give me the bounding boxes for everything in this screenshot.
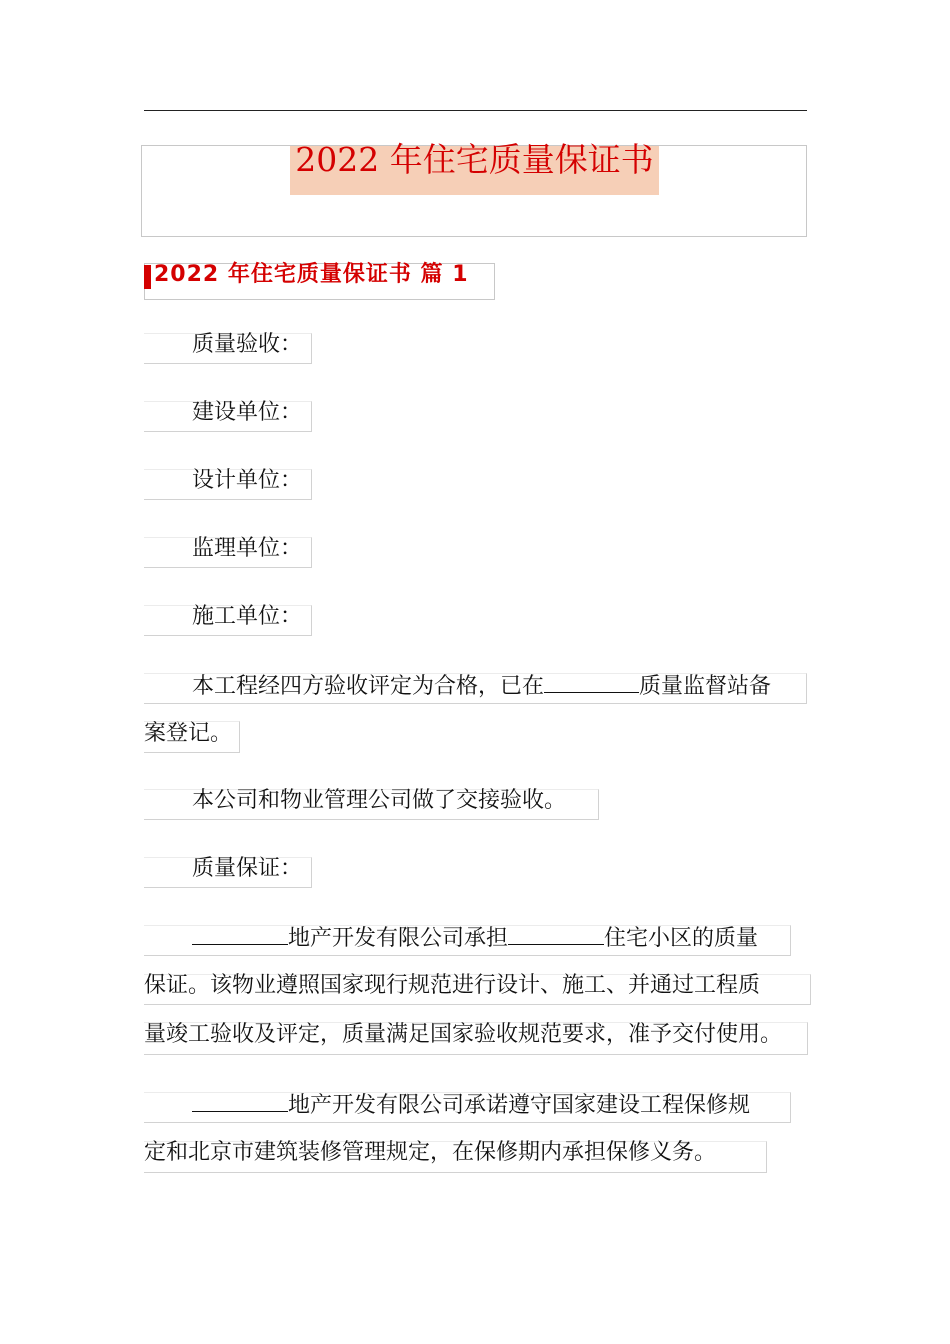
field-supervision-unit: 监理单位： — [192, 536, 303, 561]
blank-line — [192, 922, 288, 945]
p1-text-b: 质量监督站备 — [639, 674, 772, 699]
paragraph-4-line-1 — [192, 1089, 750, 1121]
paragraph-4-line-2: 定和北京市建筑装修管理规定，在保修期内承担保修义务。 — [144, 1140, 717, 1165]
paragraph-1-line-2: 案登记。 — [144, 721, 233, 746]
p3-text-b: 住宅小区的质量 — [604, 926, 759, 951]
section-marker — [144, 265, 151, 289]
blank-line — [192, 1089, 288, 1112]
p1-text-a: 本工程经四方验收评定为合格，已在 — [192, 674, 545, 699]
field-design-unit: 设计单位： — [192, 468, 303, 493]
document-title: 2022 年住宅质量保证书 — [295, 140, 654, 179]
paragraph-3-line-3: 量竣工验收及评定，质量满足国家验收规范要求，准予交付使用。 — [144, 1022, 783, 1047]
paragraph-3-line-2: 保证。该物业遵照国家现行规范进行设计、施工、并通过工程质 — [144, 973, 761, 998]
paragraph-3-line-1 — [192, 922, 758, 954]
quality-guarantee-label: 质量保证： — [192, 856, 303, 881]
paragraph-1-line-1 — [192, 670, 771, 702]
field-construction-unit: 建设单位： — [192, 400, 303, 425]
p4-text-a: 地产开发有限公司承诺遵守国家建设工程保修规 — [288, 1093, 751, 1118]
field-building-unit: 施工单位： — [192, 604, 303, 629]
p3-text-a: 地产开发有限公司承担 — [288, 926, 509, 951]
blank-line — [544, 670, 639, 693]
paragraph-2: 本公司和物业管理公司做了交接验收。 — [192, 788, 567, 813]
blank-line — [508, 922, 604, 945]
field-quality-acceptance: 质量验收： — [192, 332, 303, 357]
section-title: 2022 年住宅质量保证书 篇 1 — [154, 262, 469, 287]
header-rule — [144, 110, 807, 111]
